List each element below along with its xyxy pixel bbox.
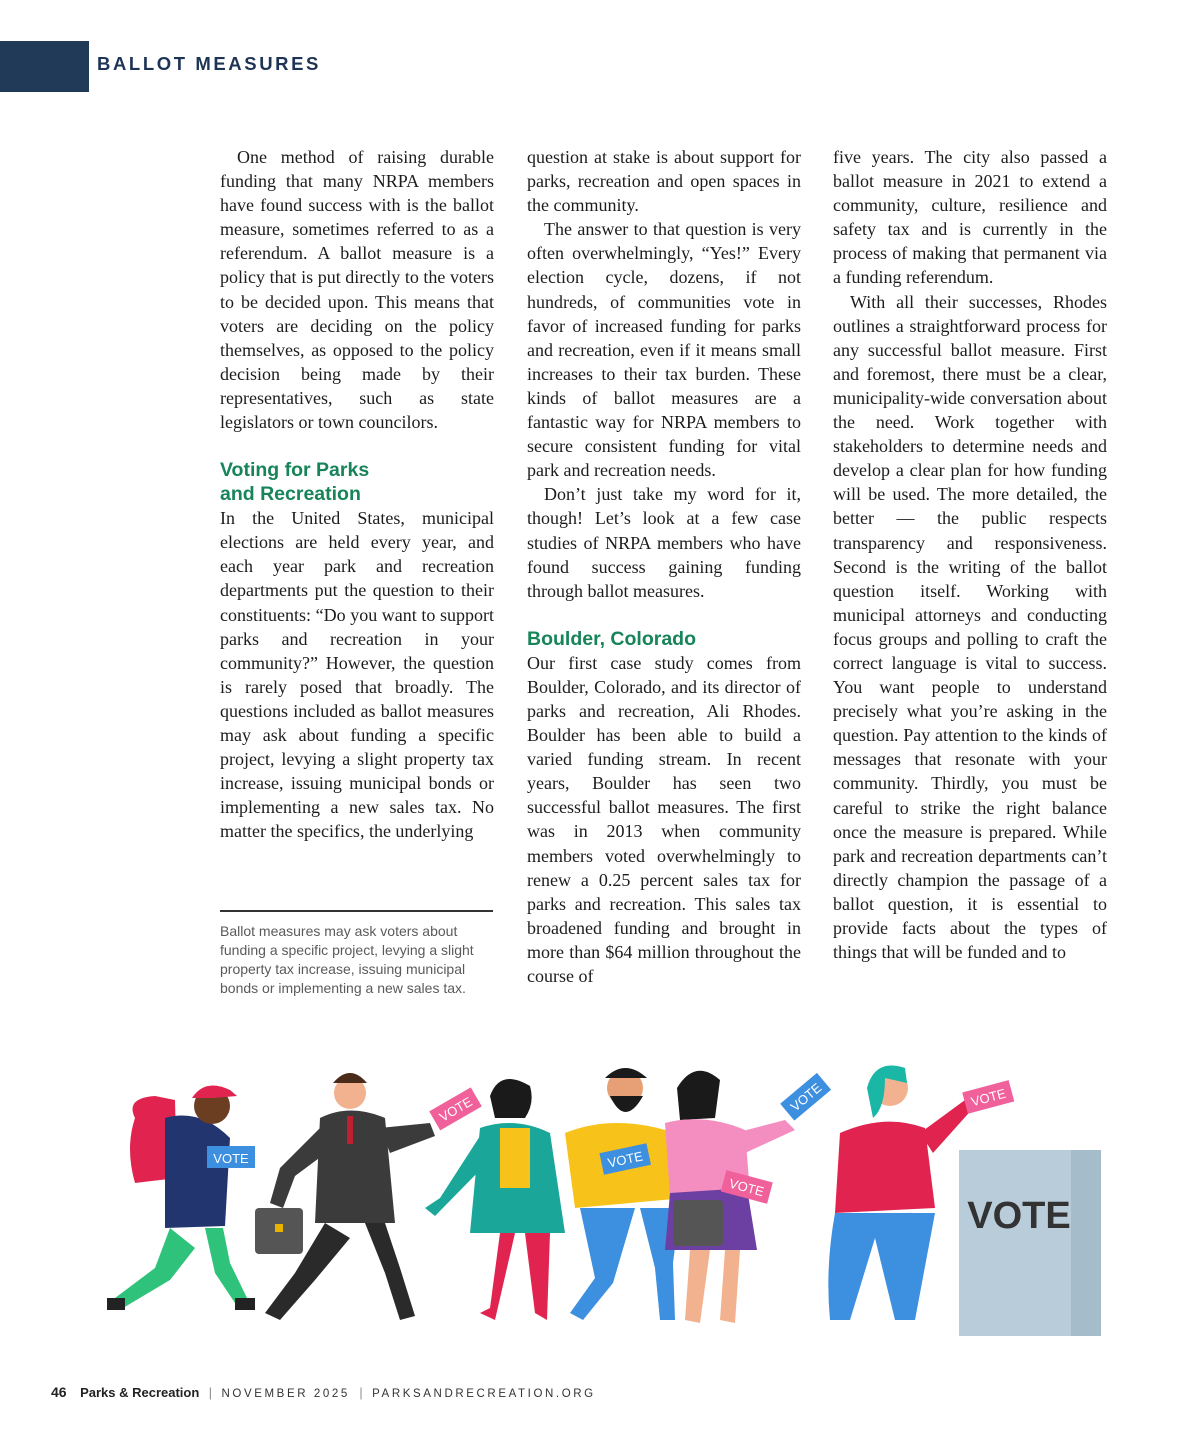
section-label: BALLOT MEASURES [97, 53, 321, 74]
ballot-box [959, 1150, 1101, 1336]
paragraph: question at stake is about support for parks, recreation and open spaces in the community. [527, 147, 801, 216]
magazine-name: Parks & Recreation [80, 1385, 200, 1400]
issue-date: NOVEMBER 2025 [221, 1388, 350, 1400]
paragraph: Don’t just take my word for it, though! Let’s look at a few case studies of NRPA members who have found success gaining funding through ballot measures. [527, 484, 801, 601]
paragraph: Our first case study comes from Boulder, Colorado, and its director of parks and recreation, Ali Rhodes. Boulder has been able to build a varied funding stream. In recent years, Boulder has seen two successful ballot measures. The first was in 2013 when community members voted overwhelmingly to renew a 0.25 percent sales tax for parks and recreation. This sales tax broadened funding and brought in more than $64 million throughout the course of [527, 652, 801, 986]
vote-sign-text: VOTE [213, 1151, 249, 1166]
paragraph: One method of raising durable funding that many NRPA members have found success with is the ballot measure, sometimes referred to as a referendum. A ballot measure is a policy that is put directly to the voters to be decided upon. This means that voters are deciding on the policy themselves, as opposed to the policy decision being made by their representatives, such as state legislators or town councilors. [220, 147, 494, 433]
paragraph: five years. The city also passed a ballot measure in 2021 to extend a community, culture, resilience and safety tax and is currently in the process of making that permanent via a funding referendum. [833, 147, 1107, 288]
paragraph: In the United States, municipal elections are held every year, and each year park and recreation departments put the question to their constituents: “Do you want to support parks and recreation in your community?” However, the question is rarely posed that broadly. The questions included as ballot measures may ask about funding a specific project, levying a slight property tax increase, issuing municipal bonds or implementing a new sales tax. No matter the specifics, the underlying [220, 508, 494, 842]
vote-sign-text: VOTE [969, 1085, 1008, 1110]
page-footer [51, 1384, 596, 1400]
voter-backpack [107, 1086, 255, 1311]
vote-sign-text: VOTE [787, 1080, 825, 1115]
website-url: PARKSANDRECREATION.ORG [372, 1388, 596, 1400]
voter-bearded [565, 1068, 685, 1320]
page-number: 46 [51, 1384, 67, 1400]
ballot-box-label: VOTE [967, 1195, 1071, 1237]
article-column-1 [220, 145, 494, 843]
subheading-boulder: Boulder, Colorado [527, 627, 697, 650]
paragraph: The answer to that question is very often overwhelmingly, “Yes!” Every election cycle, dozens, if not hundreds, of communities vote in favor of increased funding for parks and recreation, even if it means small increases to their tax burden. These kinds of ballot measures are a fantastic way for NRPA members to secure consistent funding for vital park and recreation needs. [527, 219, 801, 481]
caption-rule [220, 910, 493, 912]
subheading-voting: Voting for Parks and Recreation [220, 459, 370, 506]
vote-sign-text: VOTE [436, 1093, 475, 1125]
paragraph: With all their successes, Rhodes outlines a straightforward process for any successful ballot measure. First and foremost, there must be a clear, municipality-wide conversation about the need. Work together with stakeholders to determine needs and develop a clear plan for how funding will be used. The more detailed, the better — the public respects transparency and responsiveness. Second is the writing of the ballot question itself. Working with municipal attorneys and conducting focus groups and polling to craft the correct language is vital to success. You want people to understand precisely what you’re asking in the question. Pay attention to the kinds of messages that resonate with your community. Thirdly, you must be careful to strike the right balance once the measure is prepared. While park and recreation departments can’t directly champion the passage of a ballot question, it is essential to provide facts about the types of things that will be funded and to [833, 291, 1107, 963]
voter-pink-top [665, 1071, 831, 1323]
article-column-3 [833, 145, 1107, 964]
vote-sign-text: VOTE [606, 1148, 645, 1171]
section-tab-block [0, 41, 89, 92]
pull-caption: Ballot measures may ask voters about funding a specific project, levying a slight property tax increase, issuing municipal bonds or implementing a new sales tax. [220, 923, 474, 996]
footer-separator: | [208, 1386, 213, 1400]
vote-sign-text: VOTE [727, 1175, 766, 1200]
article-column-2 [527, 145, 801, 988]
voters-illustration [95, 1058, 1105, 1348]
footer-separator: | [359, 1386, 363, 1400]
